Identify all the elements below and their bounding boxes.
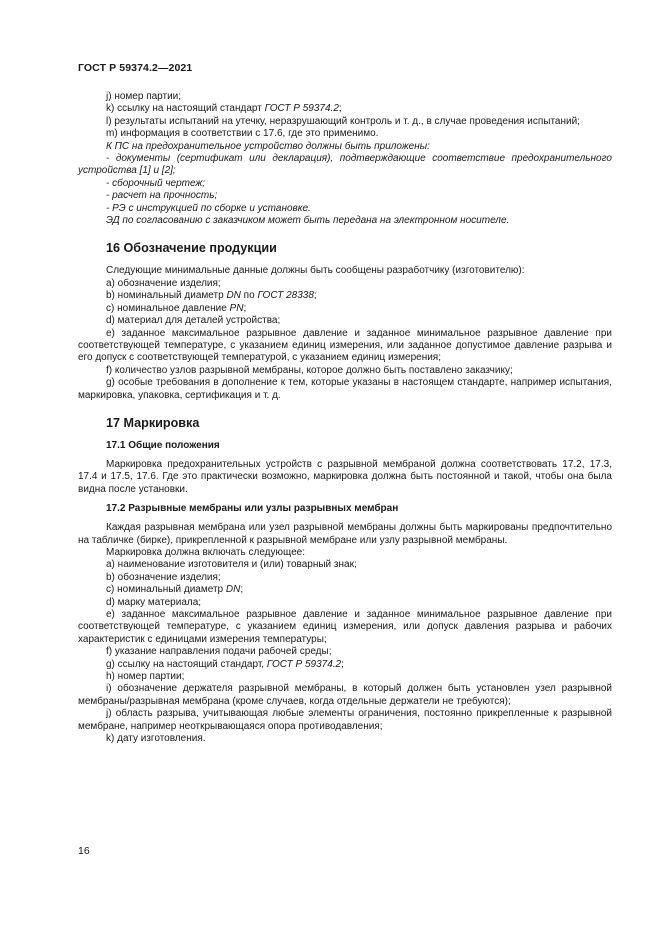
list-item-g: g) ссылку на настоящий стандарт, ГОСТ Р 59374.2; (106, 658, 344, 670)
standard-reference: ГОСТ Р 59374.2 (266, 658, 342, 670)
section-17-title: 17 Маркировка (106, 415, 200, 430)
page-content (78, 91, 612, 745)
subsection-17-1-text: Маркировка предохранительных устройств с разрывной мембраной должна соответствовать 17.2, 17.3, 17.4 и 17.5, 17.6. Где это практически возможно, маркировка должна быть постоянной и такой, чтобы она была видна после установки. (78, 458, 612, 495)
list-item-e: e) заданное максимальное разрывное давление и заданное минимальное разрывное давление при соответствующей температуре, с указанием единиц измерения, или заданное допустимое давление разрыва и его допуск с соответствующей температурой, с указанием единиц измерения; (78, 327, 612, 364)
subsection-17-2-title: 17.2 Разрывные мембраны или узлы разрывных мембран (106, 503, 399, 515)
subsection-17-1-title: 17.1 Общие положения (106, 439, 220, 451)
list-item-d: d) марку материала; (106, 596, 202, 608)
list-item-k: k) дату изготовления. (106, 733, 206, 745)
list-item-c: c) номинальный диаметр DN; (106, 584, 244, 596)
kps-item: - сборочный чертеж; (106, 177, 206, 189)
list-item-d: d) материал для деталей устройства; (106, 315, 281, 327)
list-item-g: g) особые требования в дополнение к тем, которые указаны в настоящем стандарте, например испытания, маркировка, упаковка, сертификация и т. д. (78, 377, 612, 401)
list-item-b: b) номинальный диаметр DN по ГОСТ 28338; (106, 290, 317, 302)
list-item-e: e) заданное максимальное разрывное давление и заданное минимальное разрывное давление при соответствующей температуре, с указанием единиц измерения, или допуск давления разрыва и рабочих характеристик с единицами измерения температуры; (78, 609, 612, 645)
list-item-b: b) обозначение изделия; (106, 571, 221, 583)
subsection-17-2-p2: Маркировка должна включать следующее: (106, 546, 306, 558)
document-header: ГОСТ Р 59374.2—2021 (78, 62, 193, 74)
kps-item: - документы (сертификат или декларация), подтверждающие соответствие предохранительного устройства [1] и [2]; (78, 153, 612, 177)
list-item-f: f) указание направления подачи рабочей среды; (106, 646, 332, 658)
list-item-a: a) наименование изготовителя и (или) товарный знак; (106, 559, 357, 571)
page-number: 16 (78, 845, 90, 857)
section-16-intro: Следующие минимальные данные должны быть сообщены разработчику (изготовителю): (106, 265, 525, 277)
list-item-j: j) область разрыва, учитывающая любые элементы ограничения, постоянно прикрепленные к разрывной мембране, например неоткрывающаяся опора противодавления; (78, 708, 612, 732)
list-item-m: m) информация в соответствии с 17.6, где это применимо. (106, 128, 379, 140)
standard-reference: ГОСТ Р 59374.2 (264, 103, 339, 115)
list-item-k: k) ссылку на настоящий стандарт ГОСТ Р 59374.2; (106, 103, 342, 115)
list-item-i: i) обозначение держателя разрывной мембраны, в который должен быть установлен узел разрывной мембраны/разрывная мембрана (кроме случаев, когда отдельные держатели не требуются); (78, 683, 612, 707)
ed-note: ЭД по согласованию с заказчиком может быть передана на электронном носителе. (106, 215, 510, 227)
list-item-j: j) номер партии; (106, 91, 182, 102)
subsection-17-2-p1: Каждая разрывная мембрана или узел разрывной мембраны должны быть маркированы предпочтительно на табличке (бирке), прикрепленной к разрывной мембране или узлу разрывной мембраны. (78, 522, 612, 546)
list-item-c: c) номинальное давление PN; (106, 302, 247, 314)
list-item-a: a) обозначение изделия; (106, 277, 221, 289)
list-item-l: l) результаты испытаний на утечку, неразрушающий контроль и т. д., в случае проведения испытаний; (106, 115, 580, 127)
kps-item: - РЭ с инструкцией по сборке и установке. (106, 202, 311, 214)
standard-reference: ГОСТ 28338 (257, 290, 314, 302)
kps-item: - расчет на прочность; (106, 190, 218, 202)
section-16-title: 16 Обозначение продукции (106, 241, 277, 256)
kps-title: К ПС на предохранительное устройство должны быть приложены: (106, 140, 430, 152)
list-item-f: f) количество узлов разрывной мембраны, которое должно быть поставлено заказчику; (106, 364, 513, 376)
list-item-h: h) номер партии; (106, 671, 185, 683)
